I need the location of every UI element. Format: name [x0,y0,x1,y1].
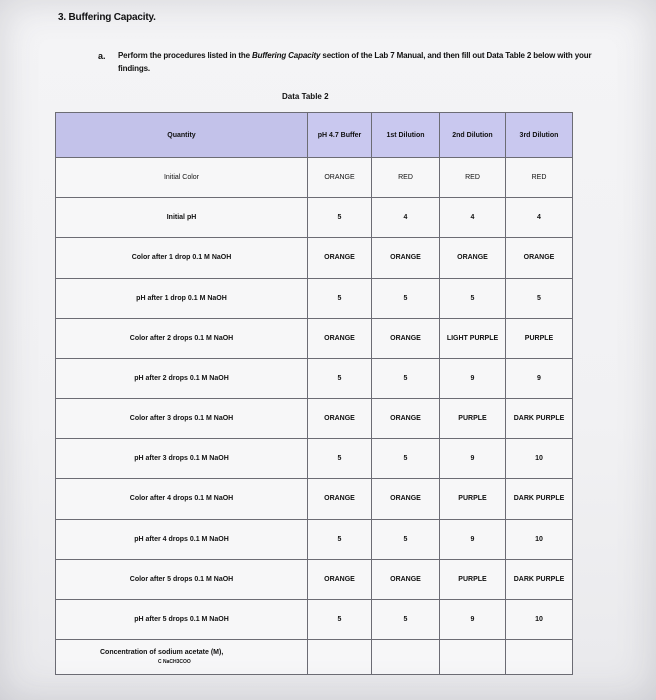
cell-value-empty [372,640,440,675]
row-label: Color after 2 drops 0.1 M NaOH [56,318,308,358]
cell-value: 5 [372,519,440,559]
cell-value: 5 [506,278,573,318]
table-row [56,278,573,318]
cell-value: ORANGE [440,238,506,278]
cell-value: 4 [372,198,440,238]
table-row [56,599,573,639]
cell-value: ORANGE [506,238,573,278]
table-caption: Data Table 2 [282,92,329,101]
table-row [56,479,573,519]
cell-value: 4 [506,198,573,238]
row-label-concentration [56,640,308,675]
header-buffer: pH 4.7 Buffer [308,113,372,158]
table-row [56,439,573,479]
table-header-row [56,113,573,158]
table-row-concentration [56,640,573,675]
cell-value: RED [372,158,440,198]
cell-value: RED [506,158,573,198]
cell-value: PURPLE [440,559,506,599]
table-row [56,559,573,599]
cell-value: ORANGE [372,399,440,439]
row-label: pH after 5 drops 0.1 M NaOH [56,599,308,639]
cell-value: PURPLE [440,479,506,519]
header-dilution-2: 2nd Dilution [440,113,506,158]
cell-value: 9 [440,358,506,398]
cell-value: 10 [506,519,573,559]
instruction-text-end: section of the Lab 7 Manual, and then fill out Data Table 2 below with your findings. [118,51,592,73]
cell-value: ORANGE [372,559,440,599]
row-label: Color after 3 drops 0.1 M NaOH [56,399,308,439]
cell-value: PURPLE [440,399,506,439]
instruction-text [118,49,598,75]
cell-value: ORANGE [308,559,372,599]
cell-value: ORANGE [372,479,440,519]
row-label: pH after 2 drops 0.1 M NaOH [56,358,308,398]
cell-value: ORANGE [308,318,372,358]
row-label: pH after 3 drops 0.1 M NaOH [56,439,308,479]
cell-value: 5 [308,439,372,479]
cell-value: LIGHT PURPLE [440,318,506,358]
table-row [56,358,573,398]
table-row [56,318,573,358]
table-row [56,158,573,198]
cell-value: 5 [308,599,372,639]
cell-value: 10 [506,599,573,639]
cell-value: 4 [440,198,506,238]
cell-value: 5 [372,278,440,318]
cell-value: 9 [440,519,506,559]
cell-value: ORANGE [372,318,440,358]
table-row [56,238,573,278]
cell-value: 5 [308,278,372,318]
cell-value: DARK PURPLE [506,559,573,599]
section-heading: 3. Buffering Capacity. [58,12,156,23]
header-dilution-3: 3rd Dilution [506,113,573,158]
cell-value: 9 [440,439,506,479]
cell-value: 5 [372,599,440,639]
row-label: Color after 5 drops 0.1 M NaOH [56,559,308,599]
cell-value: ORANGE [308,399,372,439]
header-dilution-1: 1st Dilution [372,113,440,158]
header-quantity: Quantity [56,113,308,158]
cell-value: DARK PURPLE [506,479,573,519]
cell-value: 5 [440,278,506,318]
cell-value: 5 [372,358,440,398]
cell-value: ORANGE [308,238,372,278]
table-row [56,399,573,439]
cell-value-empty [308,640,372,675]
cell-value: 5 [308,519,372,559]
cell-value: RED [440,158,506,198]
cell-value: 10 [506,439,573,479]
table-row [56,198,573,238]
instruction-text-italic: Buffering Capacity [252,51,321,60]
cell-value: 9 [440,599,506,639]
cell-value: ORANGE [372,238,440,278]
cell-value: 5 [308,358,372,398]
cell-value: ORANGE [308,479,372,519]
concentration-label: Concentration of sodium acetate (M), [100,648,224,656]
cell-value: 9 [506,358,573,398]
row-label: Initial pH [56,198,308,238]
row-label: Color after 1 drop 0.1 M NaOH [56,238,308,278]
data-table-2 [55,112,573,675]
row-label: Color after 4 drops 0.1 M NaOH [56,479,308,519]
cell-value: DARK PURPLE [506,399,573,439]
cell-value-empty [506,640,573,675]
concentration-sublabel: C NaCH3COO [158,658,191,665]
table-row [56,519,573,559]
row-label: pH after 1 drop 0.1 M NaOH [56,278,308,318]
row-label: pH after 4 drops 0.1 M NaOH [56,519,308,559]
instruction-text-start: Perform the procedures listed in the [118,51,253,60]
row-label: Initial Color [56,158,308,198]
cell-value-empty [440,640,506,675]
cell-value: 5 [308,198,372,238]
cell-value: ORANGE [308,158,372,198]
instruction-bullet: a. [98,51,106,61]
cell-value: 5 [372,439,440,479]
cell-value: PURPLE [506,318,573,358]
